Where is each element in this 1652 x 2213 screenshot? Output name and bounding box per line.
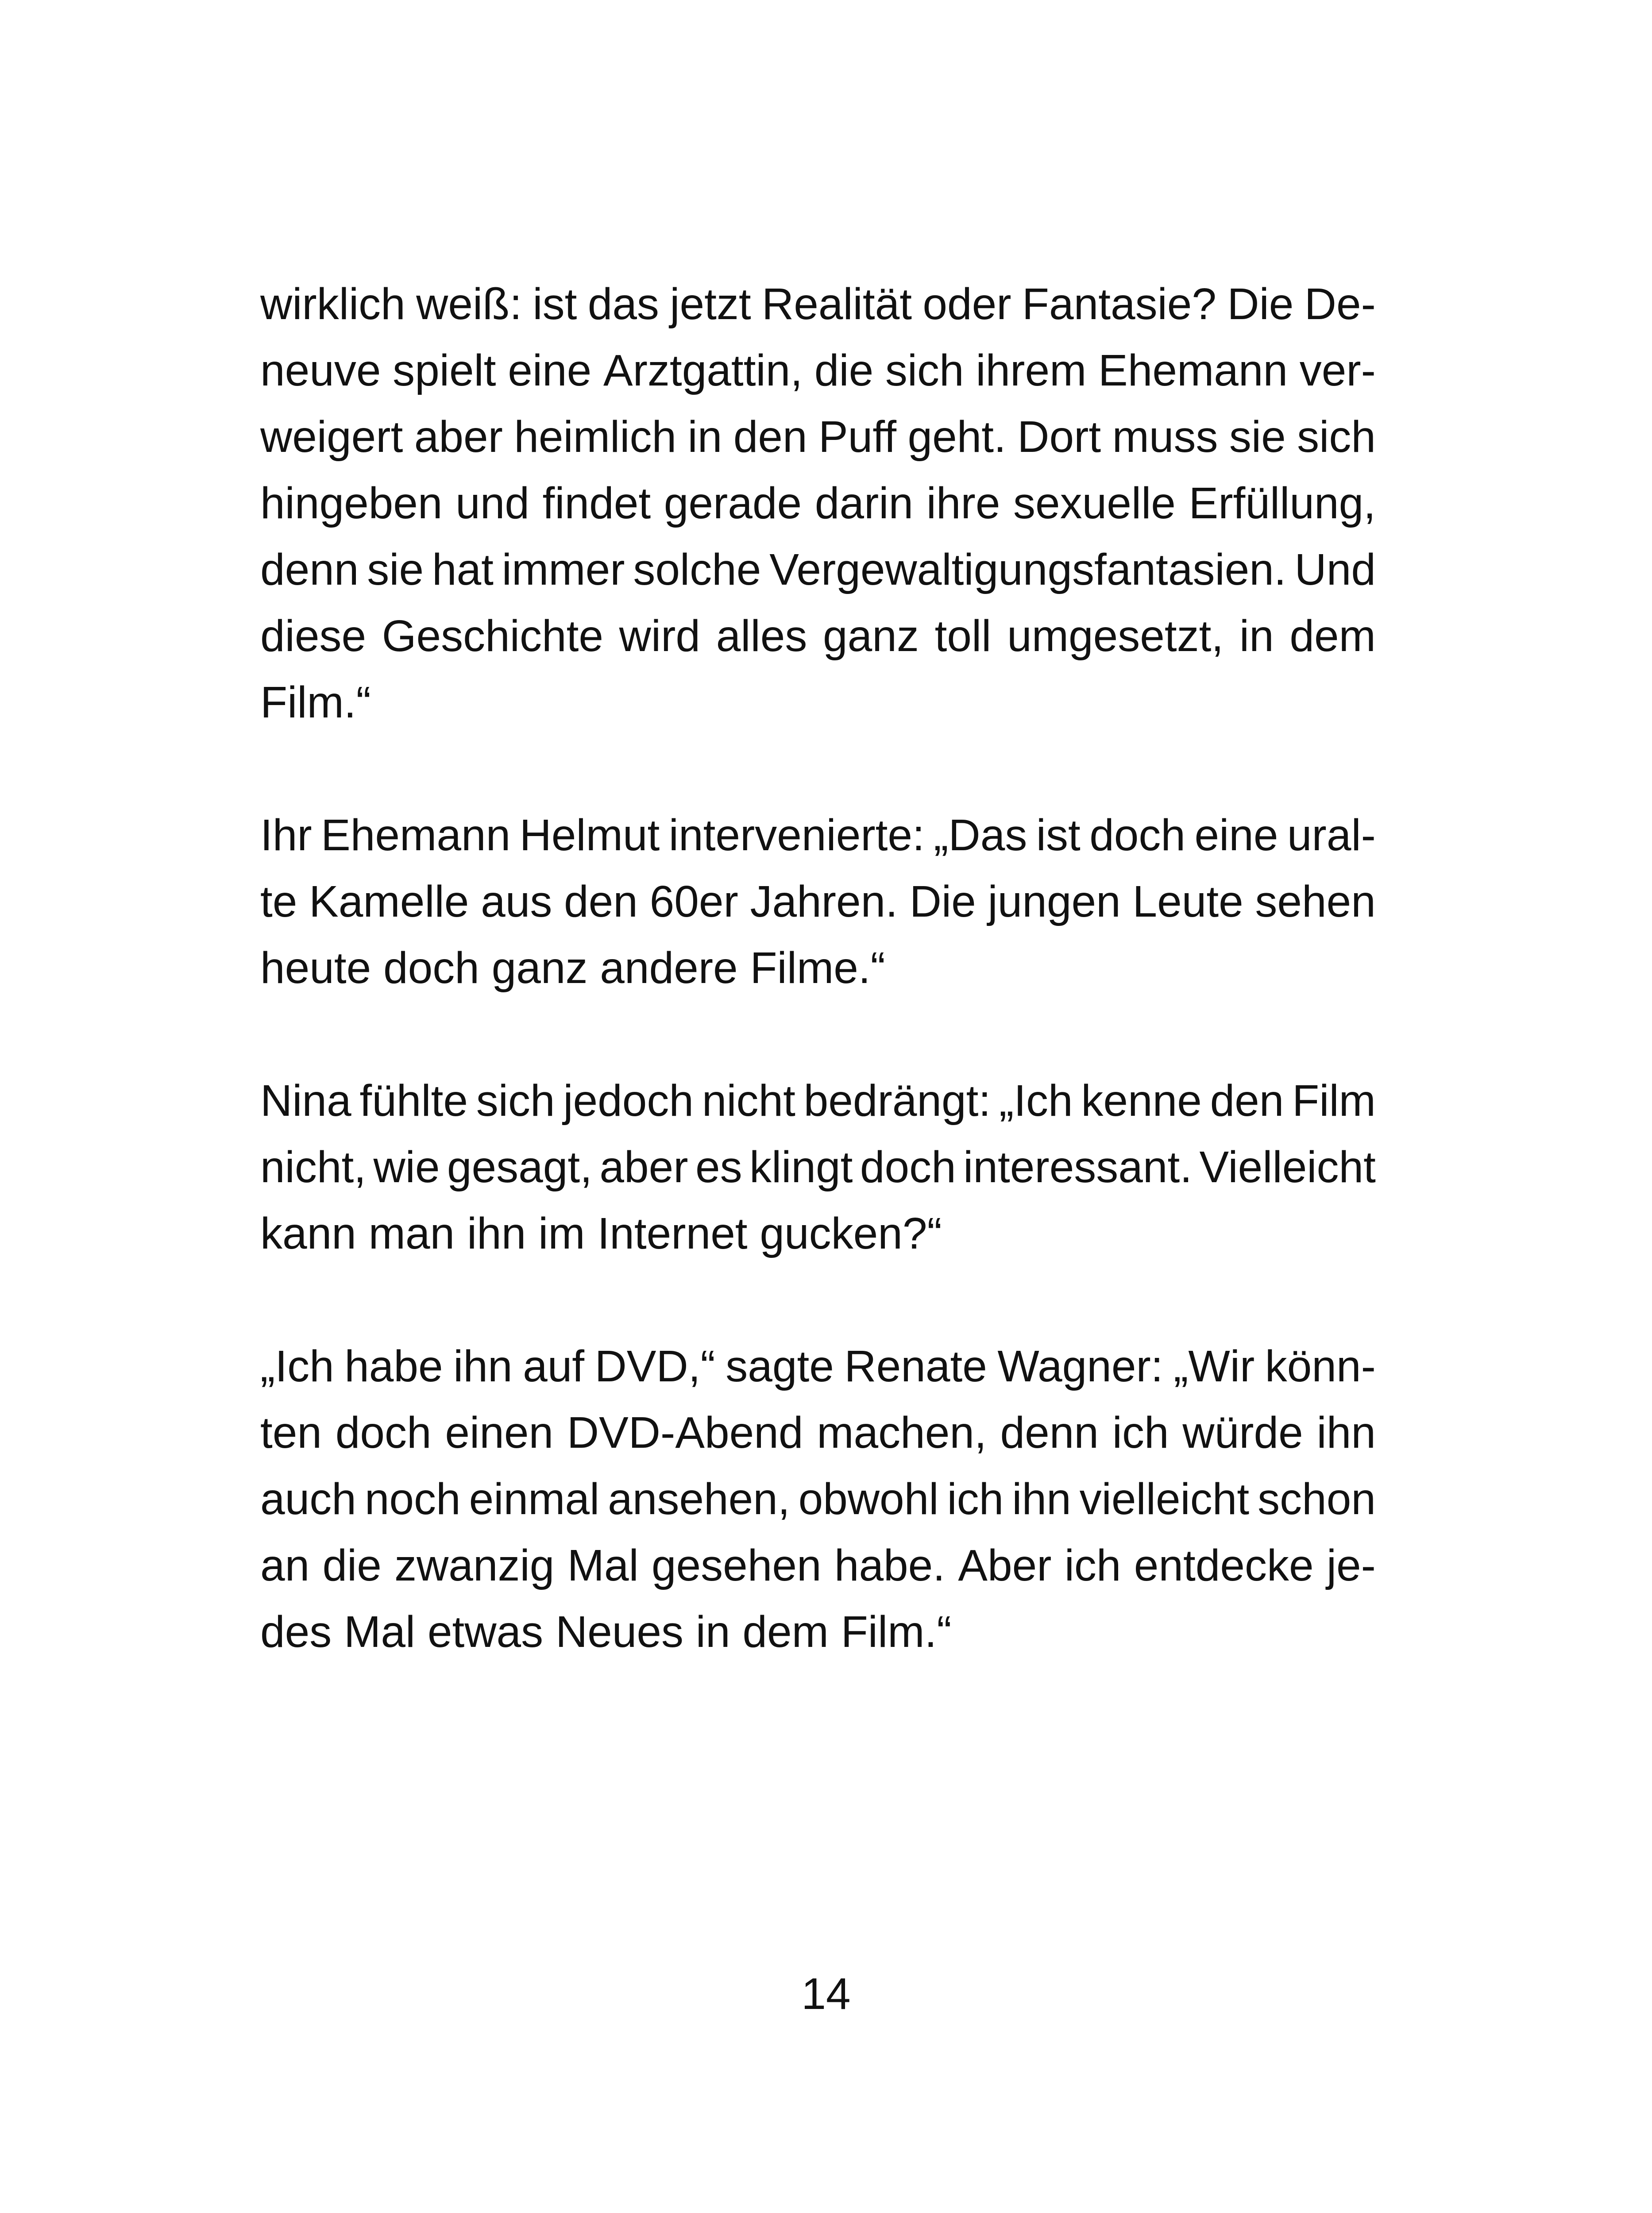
text-line: neuve spielt eine Arztgattin, die sich ihrem Ehemann ver- (260, 346, 1376, 395)
text-line: ten doch einen DVD-Abend machen, denn ich würde ihn (260, 1408, 1376, 1457)
text-line: „Ich habe ihn auf DVD,“ sagte Renate Wagner: „Wir könn- (260, 1342, 1376, 1391)
page-number: 14 (801, 1969, 851, 2019)
text-line: auch noch einmal ansehen, obwohl ich ihn vielleicht schon (260, 1474, 1376, 1524)
text-line: Nina fühlte sich jedoch nicht bedrängt: „Ich kenne den Film (260, 1076, 1376, 1126)
text-line: weigert aber heimlich in den Puff geht. Dort muss sie sich (260, 412, 1376, 462)
text-line: denn sie hat immer solche Vergewaltigungsfantasien. Und (260, 545, 1376, 594)
text-line: an die zwanzig Mal gesehen habe. Aber ich entdecke je- (260, 1541, 1376, 1590)
text-line: hingeben und findet gerade darin ihre sexuelle Erfüllung, (260, 478, 1376, 528)
text-line: kann man ihn im Internet gucken?“ (260, 1209, 942, 1258)
text-line: Ihr Ehemann Helmut intervenierte: „Das ist doch eine ural- (260, 810, 1376, 860)
text-line: wirklich weiß: ist das jetzt Realität oder Fantasie? Die De- (260, 279, 1376, 329)
text-line: des Mal etwas Neues in dem Film.“ (260, 1607, 952, 1657)
text-line: Film.“ (260, 678, 371, 727)
text-line: heute doch ganz andere Filme.“ (260, 943, 885, 993)
text-line: diese Geschichte wird alles ganz toll umgesetzt, in dem (260, 611, 1376, 661)
text-line: te Kamelle aus den 60er Jahren. Die jungen Leute sehen (260, 877, 1376, 926)
text-line: nicht, wie gesagt, aber es klingt doch interessant. Vielleicht (260, 1142, 1376, 1192)
